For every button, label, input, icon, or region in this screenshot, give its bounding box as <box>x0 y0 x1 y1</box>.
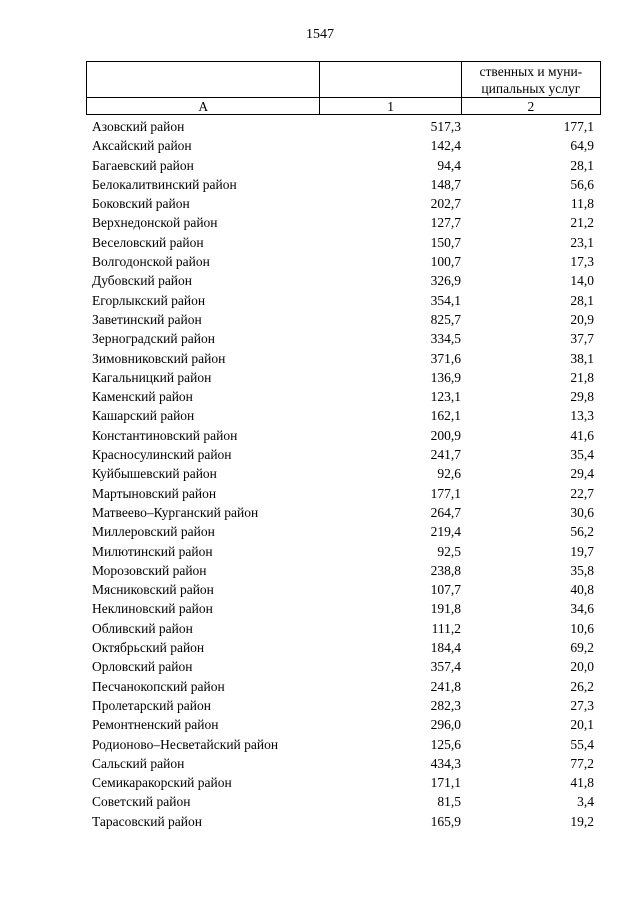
value-col1-cell: 202,7 <box>430 196 461 212</box>
table-row <box>86 561 601 580</box>
district-name-cell: Кагальницкий район <box>92 369 212 385</box>
value-col2-cell: 22,7 <box>570 485 594 501</box>
value-col2-cell: 21,2 <box>570 215 594 231</box>
header-row <box>87 62 601 98</box>
column-codes-row <box>87 98 601 115</box>
value-col1-cell: 184,4 <box>430 640 461 656</box>
district-name-cell: Миллеровский район <box>92 524 215 540</box>
table-row <box>86 677 601 696</box>
table-row <box>86 368 601 387</box>
value-col1-cell: 127,7 <box>430 215 461 231</box>
header-cell-name <box>87 62 320 98</box>
value-col1-cell: 825,7 <box>430 311 461 327</box>
value-col2-cell: 55,4 <box>570 736 594 752</box>
district-name-cell: Заветинский район <box>92 311 202 327</box>
table-header <box>86 61 601 115</box>
table-row <box>86 156 601 175</box>
table-row <box>86 619 601 638</box>
table-row <box>86 599 601 618</box>
table-row <box>86 175 601 194</box>
value-col1-cell: 191,8 <box>430 601 461 617</box>
district-name-cell: Азовский район <box>92 119 185 134</box>
table-row <box>86 542 601 561</box>
district-name-cell: Белокалитвинский район <box>92 176 237 192</box>
table-row <box>86 638 601 657</box>
header-cell-col1 <box>320 62 461 98</box>
value-col1-cell: 238,8 <box>430 562 461 578</box>
table-row <box>86 387 601 406</box>
table-row <box>86 580 601 599</box>
district-name-cell: Веселовский район <box>92 234 204 250</box>
district-name-cell: Семикаракорский район <box>92 775 232 791</box>
value-col2-cell: 20,0 <box>570 659 594 675</box>
value-col1-cell: 125,6 <box>430 736 461 752</box>
table-row <box>86 715 601 734</box>
district-name-cell: Верхнедонской район <box>92 215 218 231</box>
value-col2-cell: 17,3 <box>570 254 594 270</box>
table-row <box>86 117 601 136</box>
table-row <box>86 349 601 368</box>
value-col1-cell: 171,1 <box>430 775 461 791</box>
value-col2-cell: 34,6 <box>570 601 594 617</box>
table-row <box>86 406 601 425</box>
value-col2-cell: 19,2 <box>570 813 594 829</box>
header-col2-line1: ственных и муни- <box>479 64 583 79</box>
table-row <box>86 213 601 232</box>
value-col1-cell: 162,1 <box>430 408 461 424</box>
value-col2-cell: 41,6 <box>570 427 594 443</box>
value-col2-cell: 35,8 <box>570 562 594 578</box>
value-col2-cell: 27,3 <box>570 697 594 713</box>
value-col2-cell: 23,1 <box>570 234 594 250</box>
value-col2-cell: 3,4 <box>577 794 594 810</box>
district-name-cell: Аксайский район <box>92 138 192 154</box>
value-col1-cell: 81,5 <box>437 794 461 810</box>
table-row <box>86 194 601 213</box>
table-row <box>86 735 601 754</box>
value-col1-cell: 165,9 <box>430 813 461 829</box>
value-col1-cell: 200,9 <box>430 427 461 443</box>
value-col2-cell: 13,3 <box>570 408 594 424</box>
table-body <box>86 117 601 831</box>
value-col2-cell: 41,8 <box>570 775 594 791</box>
value-col1-cell: 150,7 <box>430 234 461 250</box>
district-name-cell: Родионово–Несветайский район <box>92 736 279 752</box>
value-col2-cell: 37,7 <box>570 331 594 347</box>
district-name-cell: Егорлыкский район <box>92 292 206 308</box>
value-col1-cell: 282,3 <box>430 697 461 713</box>
value-col1-cell: 92,5 <box>437 543 461 559</box>
district-name-cell: Неклиновский район <box>92 601 213 617</box>
table-row <box>86 136 601 155</box>
district-name-cell: Орловский район <box>92 659 193 675</box>
table-row <box>86 484 601 503</box>
table-row <box>86 445 601 464</box>
value-col1-cell: 94,4 <box>437 157 461 173</box>
table-row <box>86 329 601 348</box>
district-name-cell: Морозовский район <box>92 562 207 578</box>
value-col1-cell: 219,4 <box>430 524 461 540</box>
value-col1-cell: 354,1 <box>430 292 461 308</box>
table-row <box>86 657 601 676</box>
header-cell-col2 <box>461 62 600 98</box>
district-name-cell: Мясниковский район <box>92 582 214 598</box>
value-col1-cell: 241,7 <box>430 447 461 463</box>
value-col1-cell: 357,4 <box>430 659 461 675</box>
district-name-cell: Куйбышевский район <box>92 466 217 482</box>
district-name-cell: Советский район <box>92 794 191 810</box>
value-col2-cell: 56,6 <box>570 176 594 192</box>
district-name-cell: Зимовниковский район <box>92 350 226 366</box>
value-col2-cell: 21,8 <box>570 369 594 385</box>
page-number: 1547 <box>306 27 334 42</box>
table-row <box>86 503 601 522</box>
district-name-cell: Каменский район <box>92 389 193 405</box>
value-col1-cell: 177,1 <box>430 485 461 501</box>
district-name-cell: Дубовский район <box>92 273 193 289</box>
district-name-cell: Обливский район <box>92 620 193 636</box>
district-name-cell: Зерноградский район <box>92 331 215 347</box>
table-row <box>86 812 601 831</box>
value-col2-cell: 20,9 <box>570 311 594 327</box>
district-name-cell: Тарасовский район <box>92 813 202 829</box>
value-col1-cell: 264,7 <box>430 504 461 520</box>
value-col2-cell: 28,1 <box>570 292 594 308</box>
value-col2-cell: 38,1 <box>570 350 594 366</box>
value-col2-cell: 10,6 <box>570 620 594 636</box>
table-row <box>86 696 601 715</box>
district-name-cell: Матвеево–Курганский район <box>92 504 259 520</box>
value-col1-cell: 371,6 <box>430 350 461 366</box>
value-col1-cell: 148,7 <box>430 176 461 192</box>
value-col2-cell: 64,9 <box>570 138 594 154</box>
table-row <box>86 792 601 811</box>
value-col2-cell: 56,2 <box>570 524 594 540</box>
value-col1-cell: 107,7 <box>430 582 461 598</box>
value-col1-cell: 434,3 <box>430 755 461 771</box>
value-col2-cell: 14,0 <box>570 273 594 289</box>
value-col2-cell: 177,1 <box>563 119 594 134</box>
value-col1-cell: 334,5 <box>430 331 461 347</box>
value-col1-cell: 517,3 <box>430 119 461 134</box>
district-name-cell: Ремонтненский район <box>92 717 219 733</box>
value-col2-cell: 19,7 <box>570 543 594 559</box>
district-name-cell: Октябрьский район <box>92 640 205 656</box>
value-col1-cell: 100,7 <box>430 254 461 270</box>
table-row <box>86 291 601 310</box>
district-name-cell: Пролетарский район <box>92 697 211 713</box>
table-row <box>86 522 601 541</box>
column-code-1: 1 <box>320 98 461 115</box>
district-name-cell: Сальский район <box>92 755 185 771</box>
value-col1-cell: 111,2 <box>431 620 461 636</box>
table-row <box>86 271 601 290</box>
table-row <box>86 773 601 792</box>
table-row <box>86 754 601 773</box>
district-name-cell: Милютинский район <box>92 543 213 559</box>
value-col1-cell: 136,9 <box>430 369 461 385</box>
value-col2-cell: 40,8 <box>570 582 594 598</box>
district-name-cell: Волгодонской район <box>92 254 210 270</box>
value-col2-cell: 11,8 <box>570 196 594 212</box>
value-col2-cell: 20,1 <box>570 717 594 733</box>
table-row <box>86 233 601 252</box>
column-code-name: А <box>87 98 320 115</box>
district-name-cell: Кашарский район <box>92 408 195 424</box>
header-col2-line2: ципальных услуг <box>481 81 581 96</box>
table-row <box>86 464 601 483</box>
value-col2-cell: 69,2 <box>570 640 594 656</box>
value-col1-cell: 92,6 <box>437 466 461 482</box>
table-row <box>86 310 601 329</box>
district-name-cell: Константиновский район <box>92 427 238 443</box>
value-col2-cell: 29,8 <box>570 389 594 405</box>
value-col1-cell: 296,0 <box>430 717 461 733</box>
value-col1-cell: 123,1 <box>430 389 461 405</box>
value-col2-cell: 30,6 <box>570 504 594 520</box>
table-row <box>86 252 601 271</box>
value-col1-cell: 142,4 <box>430 138 461 154</box>
column-code-2: 2 <box>461 98 600 115</box>
value-col2-cell: 35,4 <box>570 447 594 463</box>
value-col2-cell: 29,4 <box>570 466 594 482</box>
district-name-cell: Боковский район <box>92 196 190 212</box>
table-row <box>86 426 601 445</box>
district-name-cell: Багаевский район <box>92 157 194 173</box>
district-name-cell: Красносулинский район <box>92 447 232 463</box>
value-col1-cell: 326,9 <box>430 273 461 289</box>
district-name-cell: Песчанокопский район <box>92 678 225 694</box>
value-col2-cell: 77,2 <box>570 755 594 771</box>
district-name-cell: Мартыновский район <box>92 485 217 501</box>
value-col2-cell: 26,2 <box>570 678 594 694</box>
value-col2-cell: 28,1 <box>570 157 594 173</box>
value-col1-cell: 241,8 <box>430 678 461 694</box>
